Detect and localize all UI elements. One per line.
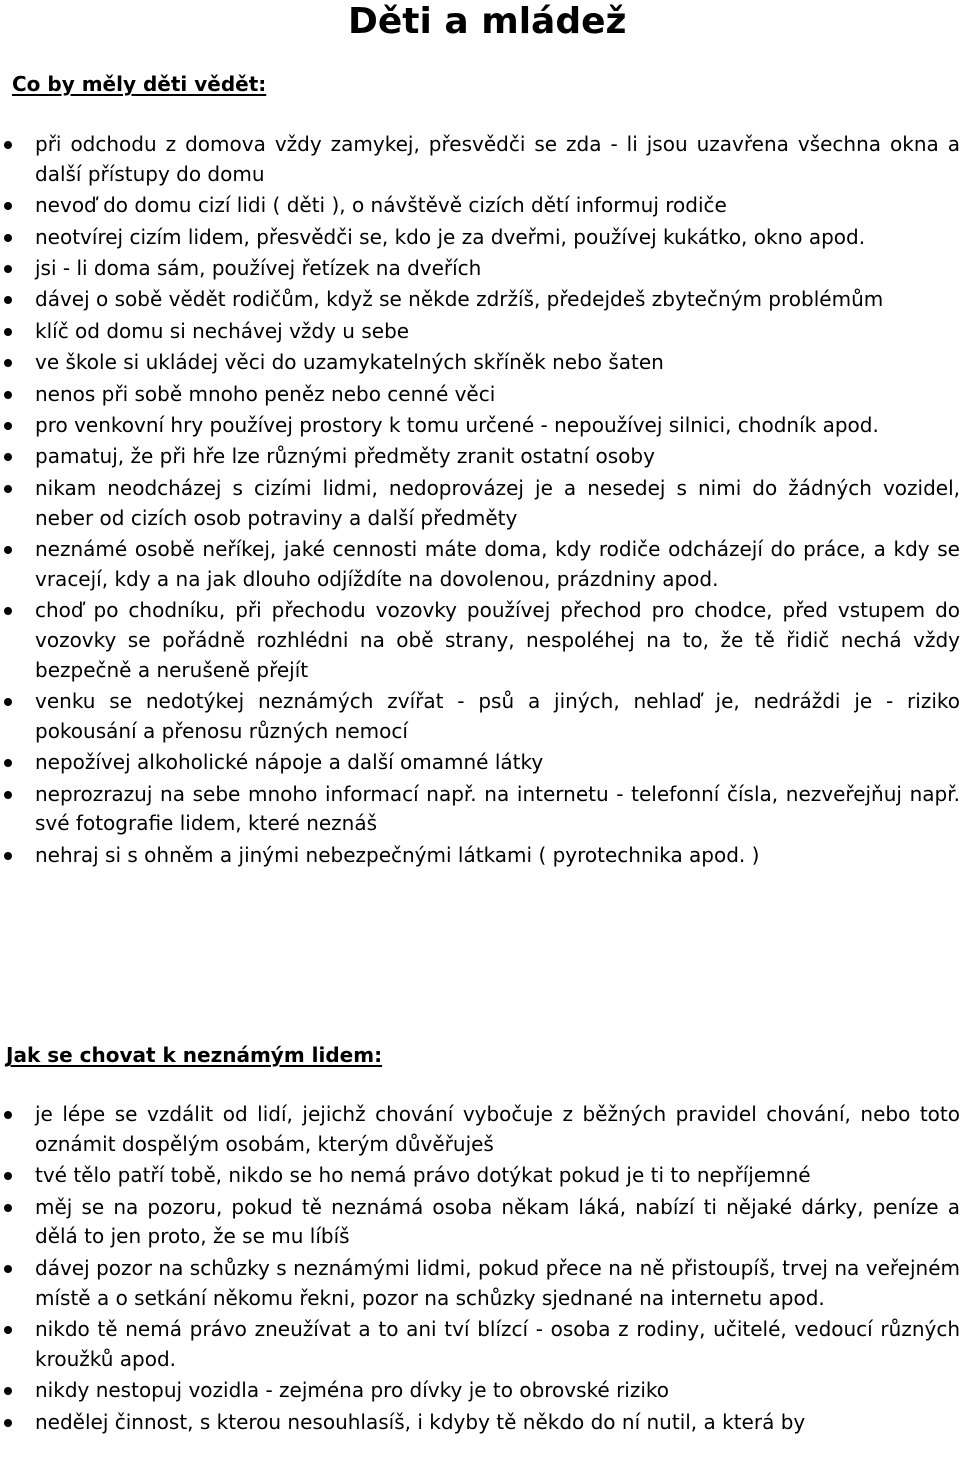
bullet-icon: [4, 328, 12, 336]
list-item-text: měj se na pozoru, pokud tě neznámá osoba někam láká, nabízí ti nějaké dárky, peníze a dělá to jen proto, že se mu líbíš: [35, 1194, 960, 1249]
list-item: [0, 411, 960, 441]
list-item-text: venku se nedotýkej neznámých zvířat - psů a jiných, nehlaď je, nedráždi je - riziko pokousání a přenosu různých nemocí: [35, 689, 960, 743]
list-item-text: nenos při sobě mnoho peněz nebo cenné věci: [35, 381, 496, 406]
section-heading-what-kids-should-know: Co by měly děti vědět:: [12, 72, 267, 96]
list-item: [0, 130, 960, 190]
page-title: Děti a mládež: [348, 1, 627, 42]
bullet-icon: [4, 1326, 12, 1334]
bullet-icon: [4, 296, 12, 304]
list-item: [0, 1100, 960, 1160]
bullet-icon: [4, 391, 12, 399]
bullet-icon: [4, 1172, 12, 1180]
list-item: [0, 223, 960, 253]
bullet-icon: [4, 202, 12, 210]
list-item: [0, 380, 960, 410]
list-item-text: choď po chodníku, při přechodu vozovky používej přechod pro chodce, před vstupem do vozovky se pořádně rozhlédni na obě strany, nespoléhej na to, že tě řidič nechá vždy bezpečně a nerušeně přejít: [35, 598, 960, 682]
list-item-text: neotvírej cizím lidem, přesvědči se, kdo je za dveřmi, používej kukátko, okno apod.: [35, 224, 866, 249]
stranger-tips-list: [0, 1100, 960, 1439]
bullet-icon: [4, 1419, 12, 1427]
bullet-icon: [4, 791, 12, 799]
bullet-icon: [4, 485, 12, 493]
list-item: [0, 841, 960, 871]
list-item: [0, 687, 960, 747]
bullet-icon: [4, 759, 12, 767]
list-item-text: tvé tělo patří tobě, nikdo se ho nemá právo dotýkat pokud je ti to nepříjemné: [35, 1163, 811, 1188]
list-item: [0, 1193, 960, 1253]
list-item: [0, 1161, 960, 1191]
bullet-icon: [4, 141, 12, 149]
bullet-icon: [4, 1204, 12, 1212]
bullet-icon: [4, 234, 12, 242]
list-item-text: při odchodu z domova vždy zamykej, přesvědči se zda - li jsou uzavřena všechna okna a další přístupy do domu: [35, 132, 960, 186]
list-item-text: nevoď do domu cizí lidi ( děti ), o návštěvě cizích dětí informuj rodiče: [35, 193, 727, 218]
list-item-text: nedělej činnost, s kterou nesouhlasíš, i kdyby tě někdo do ní nutil, a která by: [35, 1409, 806, 1434]
list-item-text: jsi - li doma sám, používej řetízek na dveřích: [35, 255, 482, 280]
bullet-icon: [4, 1265, 12, 1273]
list-item-text: nikam neodcházej s cizími lidmi, nedoprovázej je a nesedej s nimi do žádných vozidel, neber od cizích osob potraviny a další předměty: [35, 475, 960, 530]
bullet-icon: [4, 359, 12, 367]
list-item: [0, 317, 960, 347]
list-item: [0, 442, 960, 472]
list-item-text: dávej o sobě vědět rodičům, když se někde zdržíš, předejdeš zbytečným problémům: [35, 287, 884, 312]
list-item-text: nikdy nestopuj vozidla - zejména pro dívky je to obrovské riziko: [35, 1378, 670, 1403]
list-item: [0, 1376, 960, 1406]
list-item-text: nikdo tě nemá právo zneužívat a to ani tví blízcí - osoba z rodiny, učitelé, vedoucí různých kroužků apod.: [35, 1316, 960, 1371]
list-item-text: pro venkovní hry používej prostory k tomu určené - nepoužívej silnici, chodník apod.: [35, 412, 879, 437]
bullet-icon: [4, 607, 12, 615]
list-item-text: dávej pozor na schůzky s neznámými lidmi, pokud přece na ně přistoupíš, trvej na veřejném místě a o setkání někomu řekni, pozor na schůzky sjednané na internetu apod.: [35, 1255, 960, 1310]
list-item: [0, 285, 960, 315]
list-item: [0, 535, 960, 595]
bullet-icon: [4, 698, 12, 706]
bullet-icon: [4, 422, 12, 430]
list-item-text: nepožívej alkoholické nápoje a další omamné látky: [35, 750, 544, 775]
list-item: [0, 748, 960, 778]
list-item-text: neprozrazuj na sebe mnoho informací např. na internetu - telefonní čísla, nezveřejňuj např. své fotografie lidem, které neznáš: [35, 781, 960, 836]
list-item: [0, 474, 960, 534]
list-item: [0, 596, 960, 685]
list-item: [0, 1315, 960, 1375]
list-item: [0, 348, 960, 378]
list-item: [0, 254, 960, 284]
list-item-text: je lépe se vzdálit od lidí, jejichž chování vybočuje z běžných pravidel chování, nebo toto oznámit dospělým osobám, kterým důvěřuješ: [35, 1102, 960, 1156]
safety-tips-list: [0, 130, 960, 872]
list-item-text: klíč od domu si nechávej vždy u sebe: [35, 318, 410, 343]
list-item-text: pamatuj, že při hře lze různými předměty zranit ostatní osoby: [35, 444, 655, 469]
bullet-icon: [4, 546, 12, 554]
section-heading-strangers: Jak se chovat k neznámým lidem:: [6, 1043, 383, 1067]
bullet-icon: [4, 1387, 12, 1395]
list-item-text: neznámé osobě neříkej, jaké cennosti máte doma, kdy rodiče odcházejí do práce, a kdy se vracejí, kdy a na jak dlouho odjíždíte na dovolenou, prázdniny apod.: [35, 536, 960, 591]
list-item-text: ve škole si ukládej věci do uzamykatelných skříněk nebo šaten: [35, 350, 664, 375]
list-item: [0, 1254, 960, 1314]
list-item: [0, 191, 960, 221]
list-item: [0, 780, 960, 840]
bullet-icon: [4, 1111, 12, 1119]
bullet-icon: [4, 453, 12, 461]
list-item: [0, 1408, 960, 1438]
bullet-icon: [4, 852, 12, 860]
bullet-icon: [4, 265, 12, 273]
list-item-text: nehraj si s ohněm a jinými nebezpečnými látkami ( pyrotechnika apod. ): [35, 842, 760, 867]
